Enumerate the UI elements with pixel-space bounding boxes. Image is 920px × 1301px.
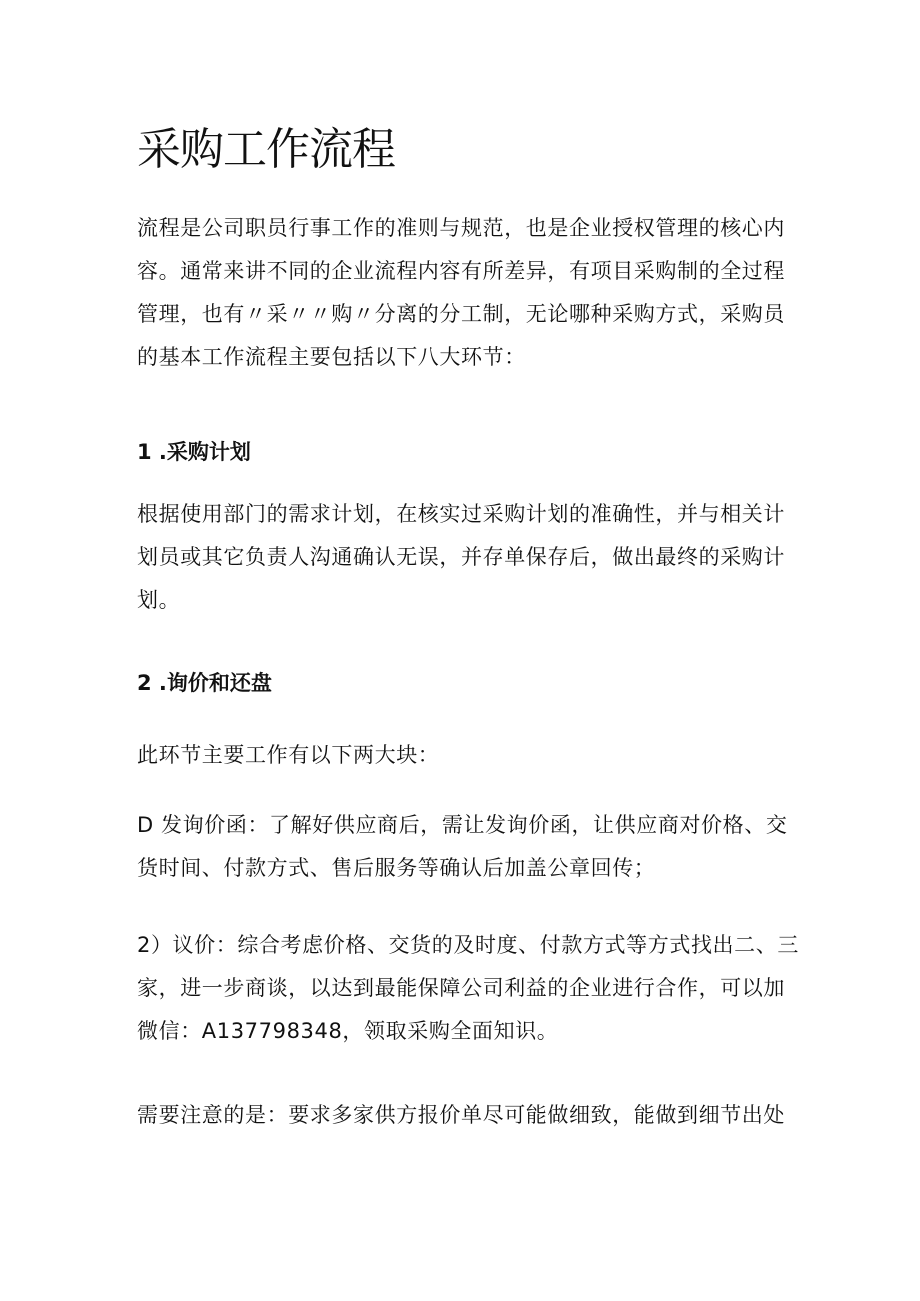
intro-paragraph [137, 207, 792, 379]
section-1-line: 根据使用部门的需求计划，在核实过采购计划的准确性，并与相关计 [137, 502, 785, 526]
section-2-note [137, 1094, 792, 1137]
section-2-item-1 [137, 804, 792, 890]
section-2-intro [137, 734, 792, 777]
section-2-item-2 [137, 924, 799, 1053]
item-1-line: 货时间、付款方式、售后服务等确认后加盖公章回传； [137, 856, 656, 880]
item-2-line: 2）议价：综合考虑价格、交货的及时度、付款方式等方式找出二、三 [137, 933, 799, 957]
section-1-line: 划员或其它负责人沟通确认无误，并存单保存后，做出最终的采购计 [137, 545, 785, 569]
section-1-paragraph [137, 493, 792, 622]
item-1-line: D 发询价函：了解好供应商后，需让发询价函，让供应商对价格、交 [137, 813, 788, 837]
section-2-intro-line: 此环节主要工作有以下两大块： [137, 743, 440, 767]
item-2-line: 家，进一步商谈，以达到最能保障公司利益的企业进行合作，可以加 [137, 976, 785, 1000]
section-1-line: 划。 [137, 588, 181, 612]
intro-line: 流程是公司职员行事工作的准则与规范，也是企业授权管理的核心内 [137, 216, 785, 240]
section-2-heading: 2 .询价和还盘 [137, 671, 272, 695]
note-line: 需要注意的是：要求多家供方报价单尽可能做细致，能做到细节出处 [137, 1103, 785, 1127]
intro-line: 的基本工作流程主要包括以下八大环节： [137, 345, 526, 369]
intro-line: 管理，也有〃采〃〃购〃分离的分工制，无论哪种采购方式，采购员 [137, 302, 785, 326]
document-title: 采购工作流程 [137, 124, 395, 175]
item-2-line: 微信：A137798348，领取采购全面知识。 [137, 1019, 559, 1043]
intro-line: 容。通常来讲不同的企业流程内容有所差异，有项目采购制的全过程 [137, 259, 785, 283]
section-1-heading: 1 .采购计划 [137, 440, 251, 464]
